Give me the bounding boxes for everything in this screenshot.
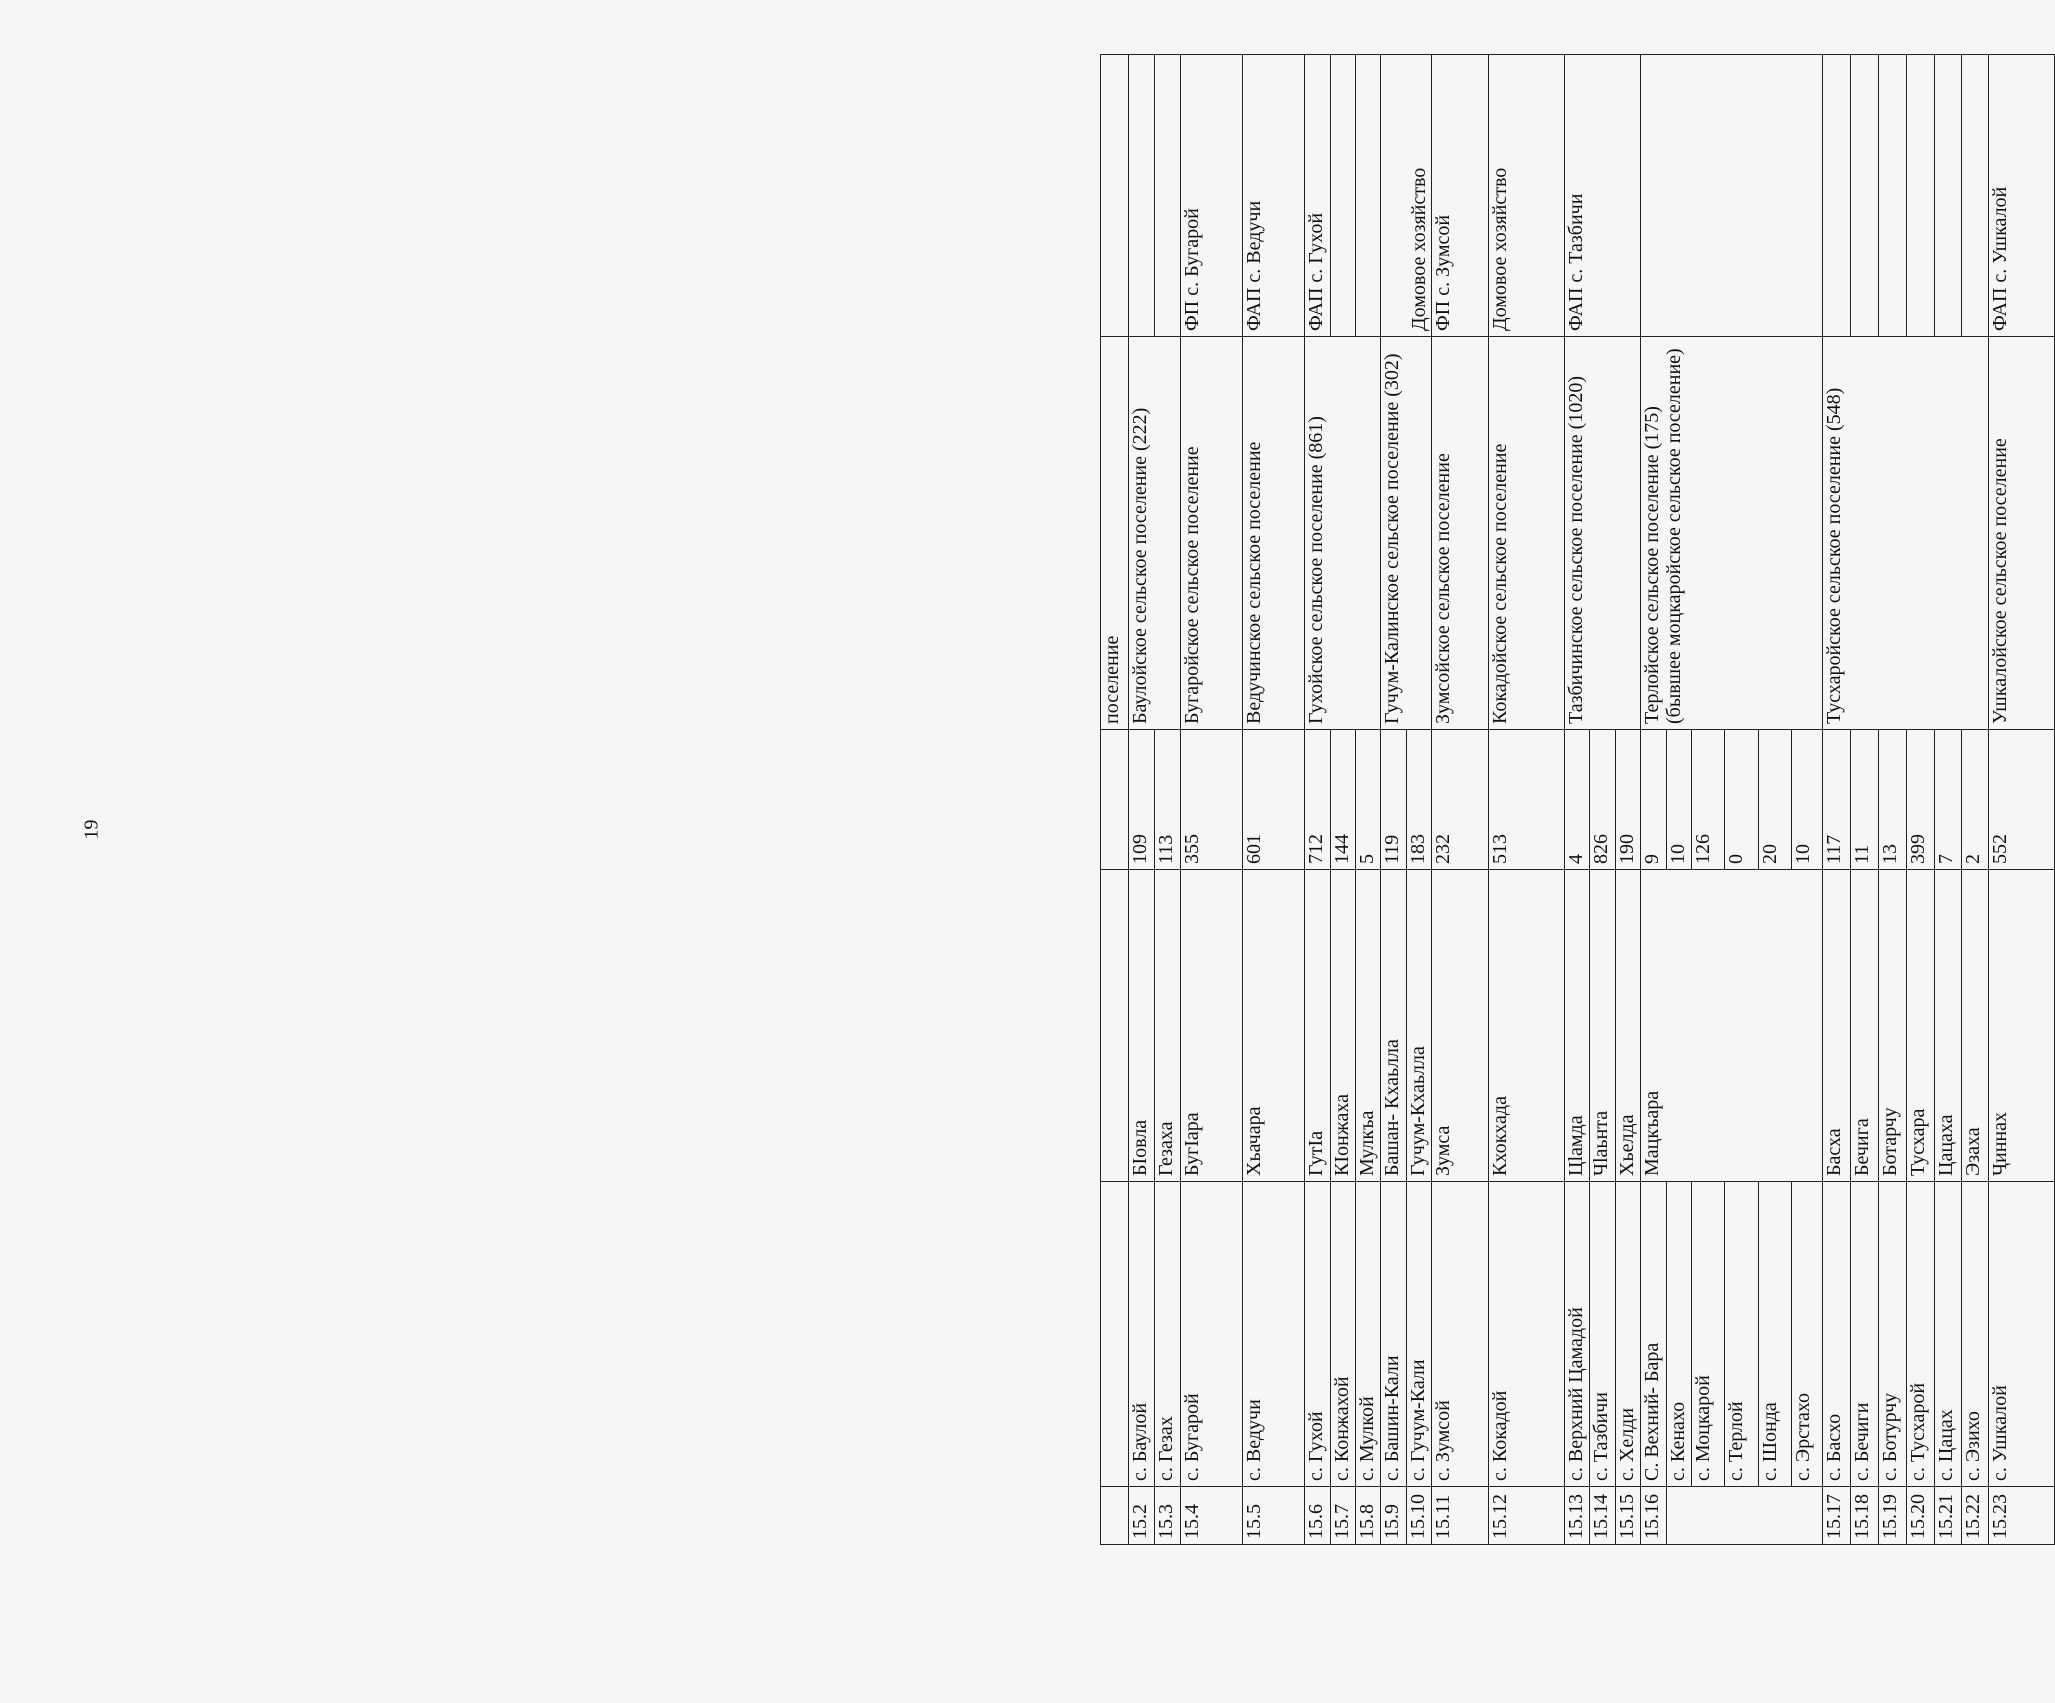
name-cell: с. Гезах <box>1154 1182 1180 1487</box>
chechen-name-cell: Цацаха <box>1934 870 1961 1182</box>
chechen-name-cell: КӀонжаха <box>1330 870 1355 1182</box>
name-cell: с. Эзихо <box>1961 1182 1988 1487</box>
population-cell: 0 <box>1725 730 1758 870</box>
table-row <box>1988 55 2055 1545</box>
table-row <box>1878 55 1906 1545</box>
population-cell: 113 <box>1154 730 1180 870</box>
rotated-table-wrapper <box>1100 55 2055 1545</box>
chechen-name-cell: Чӏаьнта <box>1590 870 1615 1182</box>
table-row <box>1330 55 1355 1545</box>
population-cell: 513 <box>1489 730 1565 870</box>
facility-cell: ФАП с. Тазбичи <box>1564 55 1640 337</box>
facility-cell: Домовое хозяйство <box>1381 55 1432 337</box>
population-cell: 117 <box>1822 730 1850 870</box>
no-cell: 15.23 <box>1988 1487 2055 1545</box>
no-cell: 15.9 <box>1381 1487 1406 1545</box>
facility-cell <box>1878 55 1906 337</box>
facility-cell <box>1961 55 1988 337</box>
table-row <box>1641 55 1666 1545</box>
name-cell: с. Хелди <box>1615 1182 1640 1487</box>
table-row <box>1489 55 1565 1545</box>
settlement-cell: Терлойское сельское поселение (175) (бывшее моцкаройское сельское поселение) <box>1641 337 1822 730</box>
name-cell: с. Кокадой <box>1489 1182 1565 1487</box>
no-cell: 15.6 <box>1305 1487 1330 1545</box>
population-cell: 399 <box>1906 730 1934 870</box>
chechen-name-cell: Гучум-Кхаьлла <box>1406 870 1431 1182</box>
no-cell: 15.12 <box>1489 1487 1565 1545</box>
facility-cell <box>1101 55 1129 337</box>
no-cell <box>1666 1487 1822 1545</box>
table-row <box>1381 55 1406 1545</box>
chechen-name-cell: Башан- Кхаьлла <box>1381 870 1406 1182</box>
chechen-name-cell: Басха <box>1822 870 1850 1182</box>
population-cell <box>1101 730 1129 870</box>
population-cell: 601 <box>1242 730 1304 870</box>
table-row <box>1850 55 1878 1545</box>
population-cell: 109 <box>1128 730 1154 870</box>
population-cell: 7 <box>1934 730 1961 870</box>
chechen-name-cell: Цӏамда <box>1564 870 1589 1182</box>
name-cell: с. Кенахо <box>1666 1182 1691 1487</box>
name-cell: с. Тусхарой <box>1906 1182 1934 1487</box>
name-cell: с. Терлой <box>1725 1182 1758 1487</box>
table-row <box>1564 55 1589 1545</box>
no-cell: 15.13 <box>1564 1487 1589 1545</box>
facility-cell: ФП с. Зумсой <box>1432 55 1489 337</box>
population-cell: 10 <box>1666 730 1691 870</box>
settlement-cell: Ведучинское сельское поселение <box>1242 337 1304 730</box>
name-cell: с. Конжахой <box>1330 1182 1355 1487</box>
no-cell: 15.16 <box>1641 1487 1666 1545</box>
table-row <box>1355 55 1380 1545</box>
table-body <box>1101 55 2055 1545</box>
name-cell: с. Ушкалой <box>1988 1182 2055 1487</box>
population-cell: 826 <box>1590 730 1615 870</box>
population-cell: 20 <box>1758 730 1791 870</box>
facility-cell: Домовое хозяйство <box>1489 55 1565 337</box>
population-cell: 11 <box>1850 730 1878 870</box>
chechen-name-cell: БугӀара <box>1180 870 1242 1182</box>
chechen-name-cell <box>1101 870 1129 1182</box>
population-cell: 9 <box>1641 730 1666 870</box>
settlement-cell: Зумсойское сельское поселение <box>1432 337 1489 730</box>
no-cell <box>1101 1487 1129 1545</box>
no-cell: 15.22 <box>1961 1487 1988 1545</box>
name-cell: с. Эрстахо <box>1791 1182 1822 1487</box>
chechen-name-cell: Кхокхада <box>1489 870 1565 1182</box>
no-cell: 15.17 <box>1822 1487 1850 1545</box>
facility-cell <box>1330 55 1355 337</box>
table-row <box>1128 55 1154 1545</box>
facility-cell <box>1934 55 1961 337</box>
name-cell: с. Мулкой <box>1355 1182 1380 1487</box>
settlement-cell: Гухойское сельское поселение (861) <box>1305 337 1381 730</box>
no-cell: 15.15 <box>1615 1487 1640 1545</box>
name-cell: с. Башин-Кали <box>1381 1182 1406 1487</box>
chechen-name-cell: Хьелда <box>1615 870 1640 1182</box>
settlement-cell: Гучум-Калинское сельское поселение (302) <box>1381 337 1432 730</box>
table-row <box>1432 55 1489 1545</box>
chechen-name-cell: Мацкъара <box>1641 870 1822 1182</box>
name-cell: с. Баулой <box>1128 1182 1154 1487</box>
population-cell: 355 <box>1180 730 1242 870</box>
name-cell: с. Бечиги <box>1850 1182 1878 1487</box>
no-cell: 15.7 <box>1330 1487 1355 1545</box>
chechen-name-cell: Хьачара <box>1242 870 1304 1182</box>
table-row <box>1242 55 1304 1545</box>
facility-cell: ФАП с. Ушкалой <box>1988 55 2055 337</box>
no-cell: 15.2 <box>1128 1487 1154 1545</box>
settlement-cell: Тазбичинское сельское поселение (1020) <box>1564 337 1640 730</box>
table-row <box>1154 55 1180 1545</box>
facility-cell <box>1850 55 1878 337</box>
chechen-name-cell: ГутӀа <box>1305 870 1330 1182</box>
table-row <box>1305 55 1330 1545</box>
chechen-name-cell: Эзаха <box>1961 870 1988 1182</box>
table-row <box>1180 55 1242 1545</box>
name-cell: с. Гучум-Кали <box>1406 1182 1431 1487</box>
population-cell: 4 <box>1564 730 1589 870</box>
settlements-table <box>1100 54 2055 1545</box>
facility-cell <box>1154 55 1180 337</box>
settlement-cell: Тусхаройское сельское поселение (548) <box>1822 337 1988 730</box>
name-cell <box>1101 1182 1129 1487</box>
population-cell: 183 <box>1406 730 1431 870</box>
facility-cell <box>1822 55 1850 337</box>
name-cell: с. Бугарой <box>1180 1182 1242 1487</box>
facility-cell: ФАП с. Гухой <box>1305 55 1330 337</box>
facility-cell <box>1906 55 1934 337</box>
table-row <box>1101 55 1129 1545</box>
chechen-name-cell: Гезаха <box>1154 870 1180 1182</box>
population-cell: 119 <box>1381 730 1406 870</box>
no-cell: 15.21 <box>1934 1487 1961 1545</box>
name-cell: с. Шонда <box>1758 1182 1791 1487</box>
population-cell: 190 <box>1615 730 1640 870</box>
population-cell: 2 <box>1961 730 1988 870</box>
no-cell: 15.3 <box>1154 1487 1180 1545</box>
population-cell: 712 <box>1305 730 1330 870</box>
population-cell: 5 <box>1355 730 1380 870</box>
no-cell: 15.8 <box>1355 1487 1380 1545</box>
chechen-name-cell: Ҷиннах <box>1988 870 2055 1182</box>
name-cell: с. Басхо <box>1822 1182 1850 1487</box>
no-cell: 15.11 <box>1432 1487 1489 1545</box>
population-cell: 144 <box>1330 730 1355 870</box>
facility-cell <box>1641 55 1822 337</box>
no-cell: 15.20 <box>1906 1487 1934 1545</box>
no-cell: 15.19 <box>1878 1487 1906 1545</box>
facility-cell: ФП с. Бугарой <box>1180 55 1242 337</box>
settlement-cell: поселение <box>1101 337 1129 730</box>
page-number: 19 <box>80 819 103 840</box>
name-cell: с. Ведучи <box>1242 1182 1304 1487</box>
no-cell: 15.4 <box>1180 1487 1242 1545</box>
chechen-name-cell: Ботарчу <box>1878 870 1906 1182</box>
no-cell: 15.14 <box>1590 1487 1615 1545</box>
chechen-name-cell: Тусхара <box>1906 870 1934 1182</box>
name-cell: С. Вехний- Бара <box>1641 1182 1666 1487</box>
population-cell: 552 <box>1988 730 2055 870</box>
table-row <box>1934 55 1961 1545</box>
population-cell: 126 <box>1692 730 1725 870</box>
settlement-cell: Бугаройское сельское поселение <box>1180 337 1242 730</box>
population-cell: 10 <box>1791 730 1822 870</box>
chechen-name-cell: Бечига <box>1850 870 1878 1182</box>
name-cell: с. Тазбичи <box>1590 1182 1615 1487</box>
name-cell: с. Зумсой <box>1432 1182 1489 1487</box>
name-cell: с. Моцкарой <box>1692 1182 1725 1487</box>
chechen-name-cell: БӀовла <box>1128 870 1154 1182</box>
name-cell: с. Цацах <box>1934 1182 1961 1487</box>
facility-cell <box>1355 55 1380 337</box>
table-row <box>1961 55 1988 1545</box>
no-cell: 15.10 <box>1406 1487 1431 1545</box>
population-cell: 13 <box>1878 730 1906 870</box>
no-cell: 15.18 <box>1850 1487 1878 1545</box>
settlement-cell: Баулойское сельское поселение (222) <box>1128 337 1180 730</box>
name-cell: с. Гухой <box>1305 1182 1330 1487</box>
settlement-cell: Кокадойское сельское поселение <box>1489 337 1565 730</box>
chechen-name-cell: Мулкъа <box>1355 870 1380 1182</box>
table-row <box>1822 55 1850 1545</box>
facility-cell <box>1128 55 1154 337</box>
facility-cell: ФАП с. Ведучи <box>1242 55 1304 337</box>
chechen-name-cell: Зумса <box>1432 870 1489 1182</box>
name-cell: с. Верхний Цамадой <box>1564 1182 1589 1487</box>
name-cell: с. Ботурчу <box>1878 1182 1906 1487</box>
no-cell: 15.5 <box>1242 1487 1304 1545</box>
settlement-cell: Ушкалойское сельское поселение <box>1988 337 2055 730</box>
population-cell: 232 <box>1432 730 1489 870</box>
table-row <box>1906 55 1934 1545</box>
